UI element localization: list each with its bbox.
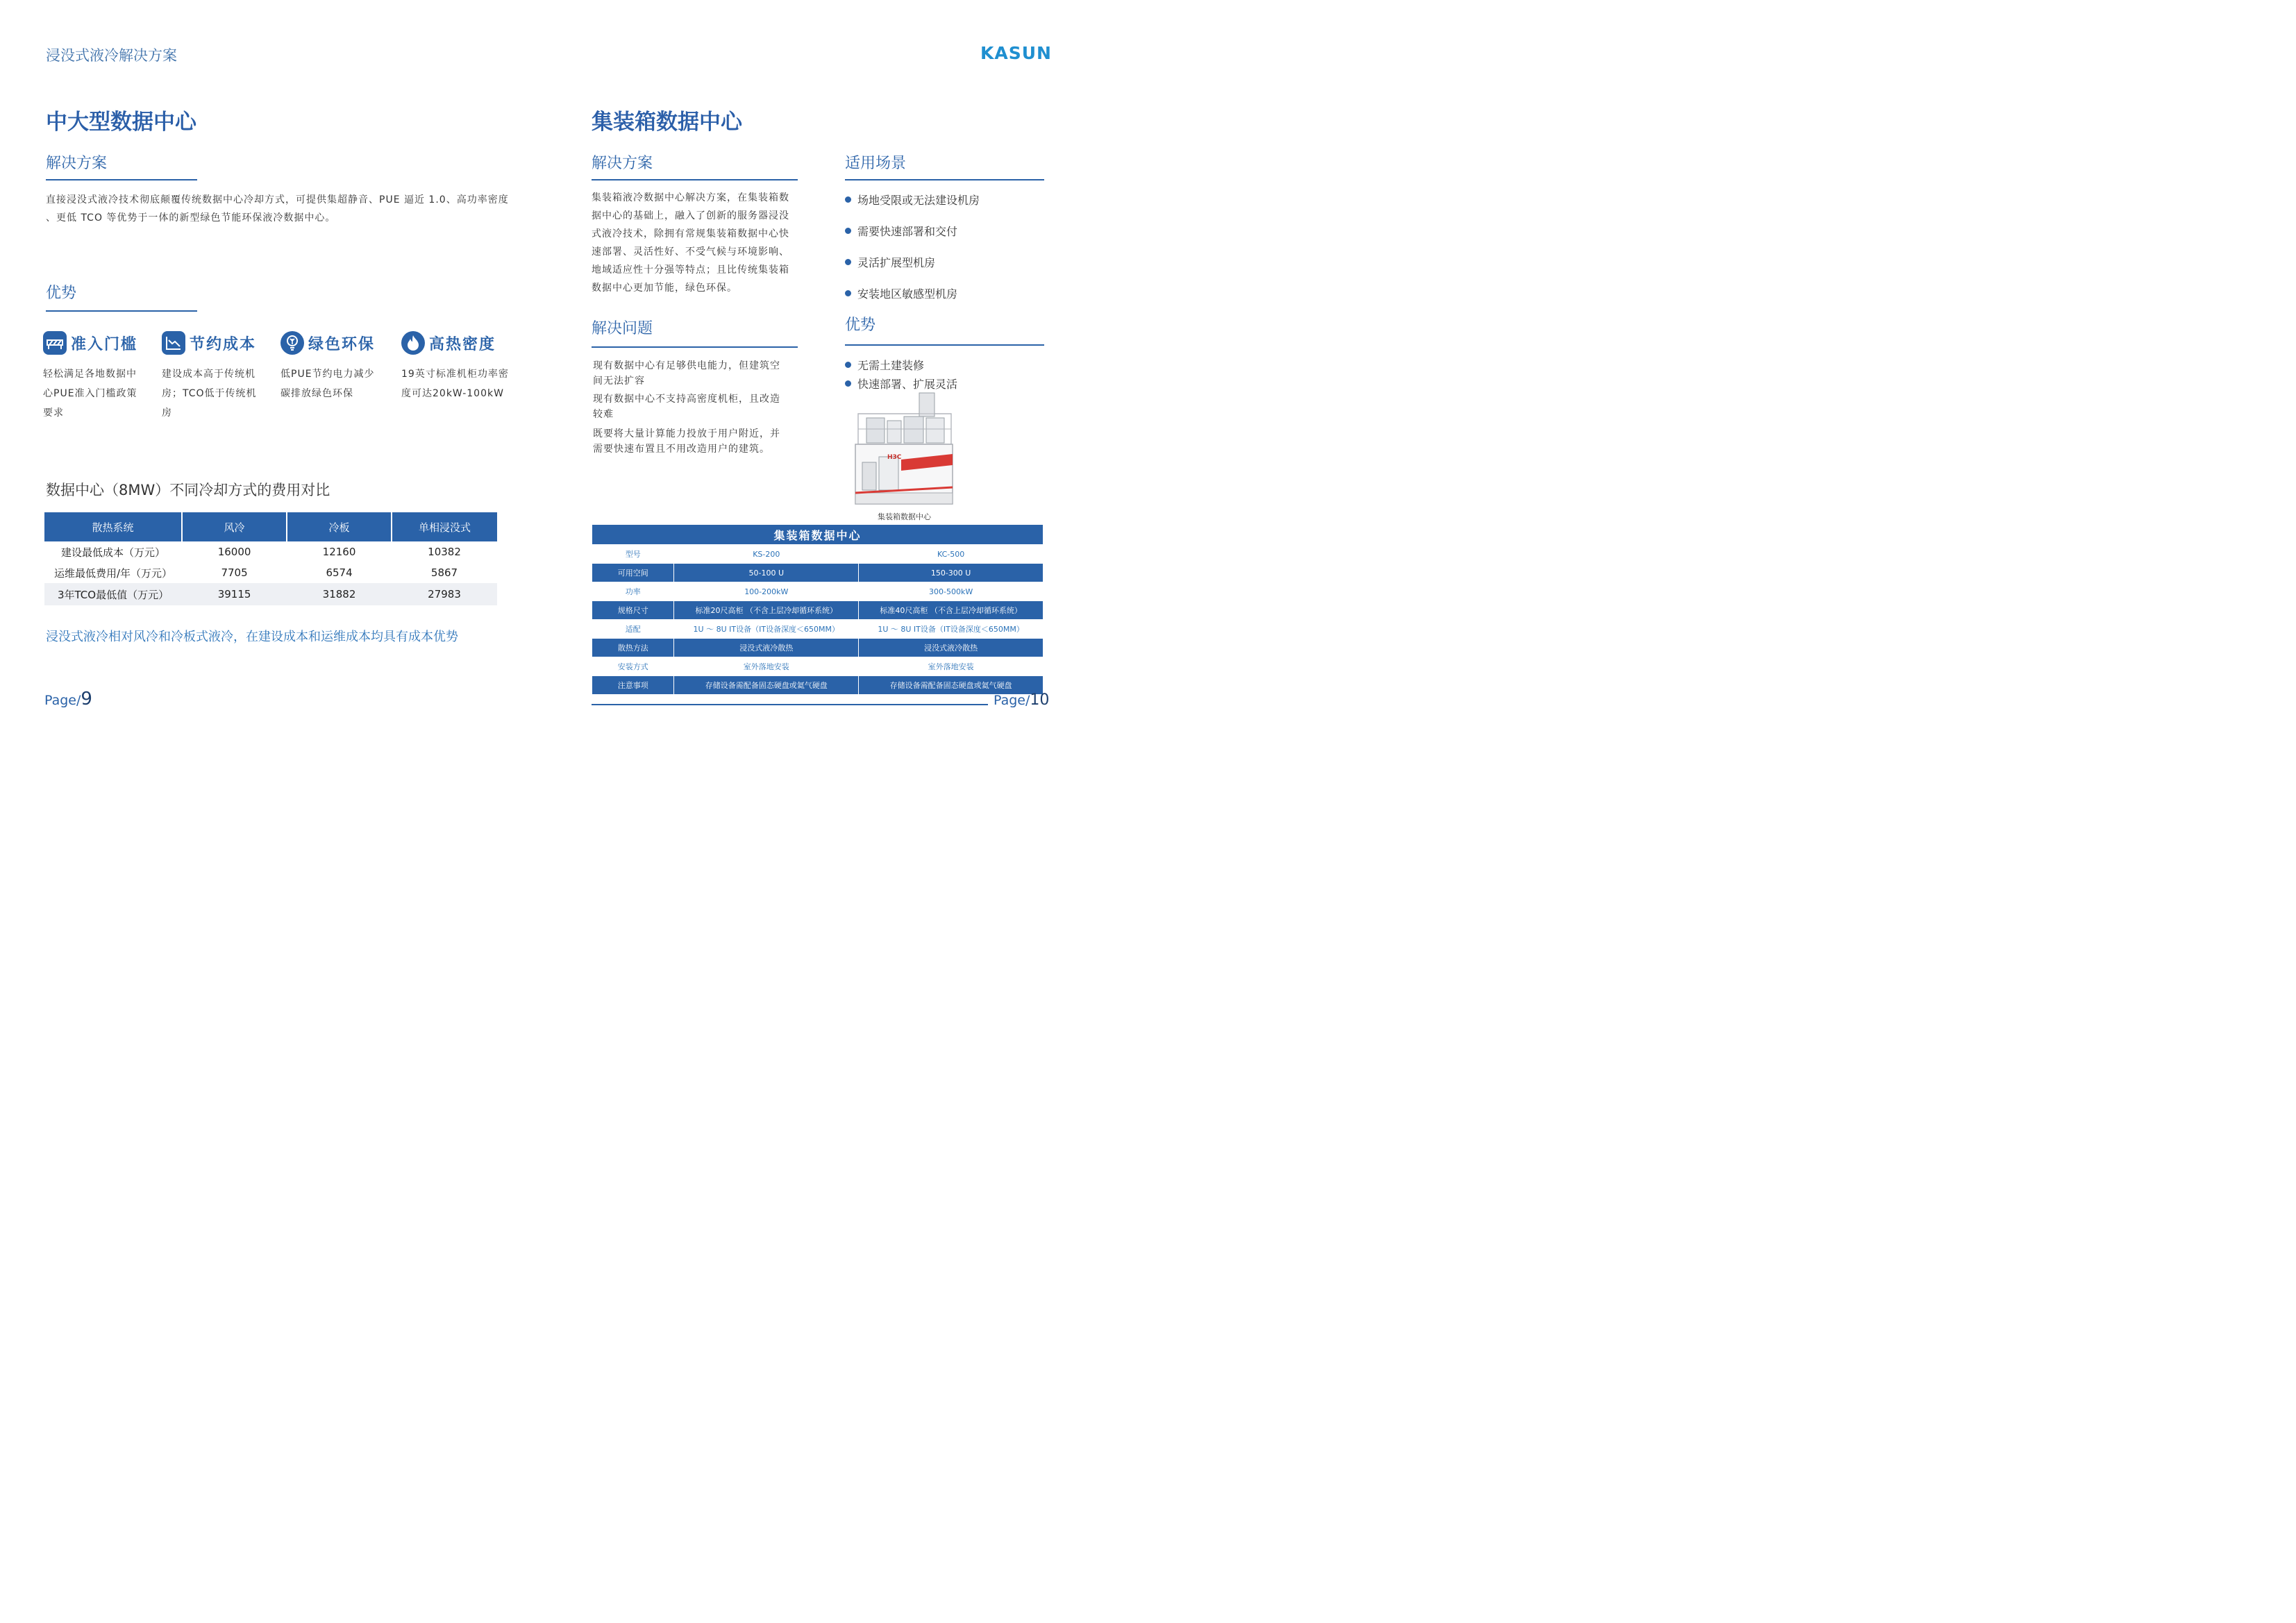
list-item: 安装地区敏感型机房 bbox=[844, 285, 980, 301]
advantage-high-density bbox=[401, 331, 519, 403]
solution-line: 速部署、灵活性好、不受气候与环境影响、 bbox=[592, 246, 789, 258]
spec-value: 150-300 U bbox=[859, 564, 1044, 582]
problem-3 bbox=[593, 426, 801, 457]
page-number-right bbox=[994, 691, 1049, 709]
advantage-cost-saving bbox=[162, 331, 273, 423]
table-cell: 27983 bbox=[392, 583, 497, 605]
spec-value: 室外落地安装 bbox=[674, 657, 859, 676]
problem-line: 需要快速布置且不用改造用户的建筑。 bbox=[593, 444, 770, 455]
spec-value: 室外落地安装 bbox=[859, 657, 1044, 676]
spec-value: KC-500 bbox=[859, 545, 1044, 564]
advantage-line: 建设成本高于传统机 bbox=[162, 369, 255, 380]
table-row bbox=[592, 564, 1044, 582]
table-header-cell: 风冷 bbox=[182, 512, 287, 541]
advantage-label: 节约成本 bbox=[190, 335, 257, 353]
chart-down-icon bbox=[162, 331, 185, 355]
solution-line: 地域适应性十分强等特点；且比传统集装箱 bbox=[592, 264, 789, 276]
list-item: 需要快速部署和交付 bbox=[844, 223, 980, 239]
spec-value: KS-200 bbox=[674, 545, 859, 564]
table-header-cell: 散热系统 bbox=[44, 512, 182, 541]
table-header-cell: 冷板 bbox=[287, 512, 392, 541]
left-solution-line-1: 直接浸没式液冷技术彻底颠覆传统数据中心冷却方式，可提供集超静音、PUE 逼近 1.0、高功率密度 bbox=[46, 194, 509, 205]
advantage-green bbox=[280, 331, 392, 403]
list-item: 快速部署、扩展灵活 bbox=[844, 376, 957, 392]
advantage-label: 绿色环保 bbox=[308, 335, 376, 353]
table-cell: 39115 bbox=[182, 583, 287, 605]
right-page-title: 集装箱数据中心 bbox=[592, 110, 742, 135]
problem-line: 现有数据中心有足够供电能力，但建筑空 bbox=[593, 360, 780, 371]
container-brand-label: H3C bbox=[887, 454, 902, 461]
advantage-line: 低PUE节约电力减少 bbox=[280, 369, 375, 380]
advantage-line: 要求 bbox=[43, 407, 64, 419]
table-cell: 建设最低成本（万元） bbox=[61, 546, 166, 559]
spec-label: 注意事项 bbox=[592, 676, 674, 695]
cost-conclusion: 浸没式液冷相对风冷和冷板式液冷，在建设成本和运维成本均具有成本优势 bbox=[46, 630, 458, 644]
table-row bbox=[592, 582, 1044, 601]
advantage-access-threshold bbox=[43, 331, 154, 423]
advantage-line: 房 bbox=[162, 407, 172, 419]
left-page-title: 中大型数据中心 bbox=[46, 110, 196, 135]
list-item: 场地受限或无法建设机房 bbox=[844, 192, 980, 208]
advantage-line: 度可达20kW-100kW bbox=[401, 388, 504, 399]
table-header-row bbox=[44, 512, 497, 541]
table-cell: 运维最低费用/年（万元） bbox=[54, 566, 173, 580]
left-solution-text bbox=[46, 191, 518, 227]
problem-line: 间无法扩容 bbox=[593, 376, 645, 387]
document-title: 浸没式液冷解决方案 bbox=[46, 47, 177, 64]
table-row bbox=[592, 657, 1044, 676]
spec-value: 50-100 U bbox=[674, 564, 859, 582]
table-cell: 3年TCO最低值（万元） bbox=[44, 583, 182, 605]
problem-1 bbox=[593, 358, 801, 389]
spec-label: 适配 bbox=[592, 620, 674, 639]
spec-value: 存储设备需配备固态硬盘或氦气硬盘 bbox=[859, 676, 1044, 695]
advantage-line: 19英寸标准机柜功率密 bbox=[401, 369, 509, 380]
table-cell: 10382 bbox=[428, 546, 461, 558]
spec-value: 1U ～ 8U IT设备（IT设备深度＜650MM） bbox=[859, 620, 1044, 639]
left-advantage-rule bbox=[46, 310, 197, 312]
cost-comparison-table bbox=[44, 512, 497, 605]
spec-label: 型号 bbox=[592, 545, 674, 564]
problems-heading: 解决问题 bbox=[592, 320, 653, 337]
page-label: Page/ bbox=[44, 693, 81, 708]
cost-comparison-title: 数据中心（8MW）不同冷却方式的费用对比 bbox=[46, 482, 330, 498]
right-solution-text bbox=[592, 189, 807, 297]
table-cell: 5867 bbox=[430, 566, 458, 579]
spec-value: 1U ～ 8U IT设备（IT设备深度＜650MM） bbox=[674, 620, 859, 639]
spec-value: 浸没式液冷散热 bbox=[674, 639, 859, 657]
table-header-cell: 单相浸没式 bbox=[392, 512, 497, 541]
table-cell: 12160 bbox=[322, 546, 356, 558]
table-row bbox=[44, 541, 497, 562]
table-row bbox=[592, 545, 1044, 564]
spec-label: 安装方式 bbox=[592, 657, 674, 676]
spec-label: 散热方法 bbox=[592, 639, 674, 657]
table-row bbox=[44, 562, 497, 583]
spec-table-title-row bbox=[592, 525, 1044, 545]
spec-table bbox=[592, 524, 1044, 695]
problem-line: 较难 bbox=[593, 409, 614, 420]
advantage-line: 轻松满足各地数据中 bbox=[43, 369, 137, 380]
solution-line: 式液冷技术，除拥有常规集装箱数据中心快 bbox=[592, 228, 789, 239]
table-cell: 16000 bbox=[217, 546, 251, 558]
problems-rule bbox=[592, 346, 798, 348]
table-cell: 7705 bbox=[221, 566, 248, 579]
page-number: 10 bbox=[1030, 691, 1050, 709]
problem-line: 现有数据中心不支持高密度机柜，且改造 bbox=[593, 394, 780, 405]
spec-label: 规格尺寸 bbox=[592, 601, 674, 620]
problem-2 bbox=[593, 392, 801, 422]
table-cell: 6574 bbox=[326, 566, 353, 579]
table-row bbox=[592, 601, 1044, 620]
table-row bbox=[592, 639, 1044, 657]
spec-table-title: 集装箱数据中心 bbox=[592, 525, 1044, 545]
advantage-line: 心PUE准入门槛政策 bbox=[43, 388, 137, 399]
table-cell: 31882 bbox=[287, 583, 392, 605]
right-solution-heading: 解决方案 bbox=[592, 155, 653, 172]
spec-value: 300-500kW bbox=[859, 582, 1044, 601]
right-advantage-list bbox=[844, 357, 957, 392]
spec-value: 标准40尺高柜 （不含上层冷却循环系统） bbox=[859, 601, 1044, 620]
spec-value: 标准20尺高柜 （不含上层冷却循环系统） bbox=[674, 601, 859, 620]
spec-value: 100-200kW bbox=[674, 582, 859, 601]
scenarios-heading: 适用场景 bbox=[845, 155, 907, 172]
container-image-caption: 集装箱数据中心 bbox=[878, 512, 931, 521]
container-image bbox=[853, 390, 955, 508]
table-row bbox=[592, 676, 1044, 695]
page-label: Page/ bbox=[994, 693, 1030, 708]
left-solution-heading: 解决方案 bbox=[46, 155, 108, 172]
solution-line: 数据中心更加节能，绿色环保。 bbox=[592, 283, 737, 294]
barrier-icon bbox=[43, 331, 67, 355]
spec-value: 浸没式液冷散热 bbox=[859, 639, 1044, 657]
page-number-left bbox=[44, 689, 92, 709]
list-item: 灵活扩展型机房 bbox=[844, 254, 980, 270]
spec-value: 存储设备需配备固态硬盘或氦气硬盘 bbox=[674, 676, 859, 695]
scenarios-list bbox=[844, 192, 980, 301]
spec-label: 可用空间 bbox=[592, 564, 674, 582]
flame-icon bbox=[401, 331, 425, 355]
advantage-line: 碳排放绿色环保 bbox=[280, 388, 353, 399]
eco-bulb-icon bbox=[280, 331, 304, 355]
scenarios-rule bbox=[845, 179, 1044, 180]
advantage-line: 房；TCO低于传统机 bbox=[162, 388, 257, 399]
left-solution-line-2: 、更低 TCO 等优势于一体的新型绿色节能环保液冷数据中心。 bbox=[46, 212, 336, 224]
advantage-label: 准入门槛 bbox=[71, 335, 138, 353]
advantage-label: 高热密度 bbox=[429, 335, 496, 353]
footer-rule bbox=[592, 704, 988, 705]
problem-line: 既要将大量计算能力投放于用户附近，并 bbox=[593, 428, 780, 439]
left-solution-rule bbox=[46, 179, 197, 180]
spec-label: 功率 bbox=[592, 582, 674, 601]
page-number: 9 bbox=[81, 689, 92, 709]
right-advantage-rule bbox=[845, 344, 1044, 346]
table-row bbox=[592, 620, 1044, 639]
right-advantage-heading: 优势 bbox=[845, 317, 876, 334]
left-advantage-heading: 优势 bbox=[46, 285, 77, 302]
solution-line: 集装箱液冷数据中心解决方案，在集装箱数 bbox=[592, 192, 789, 203]
table-row bbox=[44, 583, 497, 605]
solution-line: 据中心的基础上，融入了创新的服务器浸没 bbox=[592, 210, 789, 221]
kasun-logo: KASUN bbox=[980, 43, 1052, 63]
right-solution-rule bbox=[592, 179, 798, 180]
list-item: 无需土建装修 bbox=[844, 357, 957, 373]
